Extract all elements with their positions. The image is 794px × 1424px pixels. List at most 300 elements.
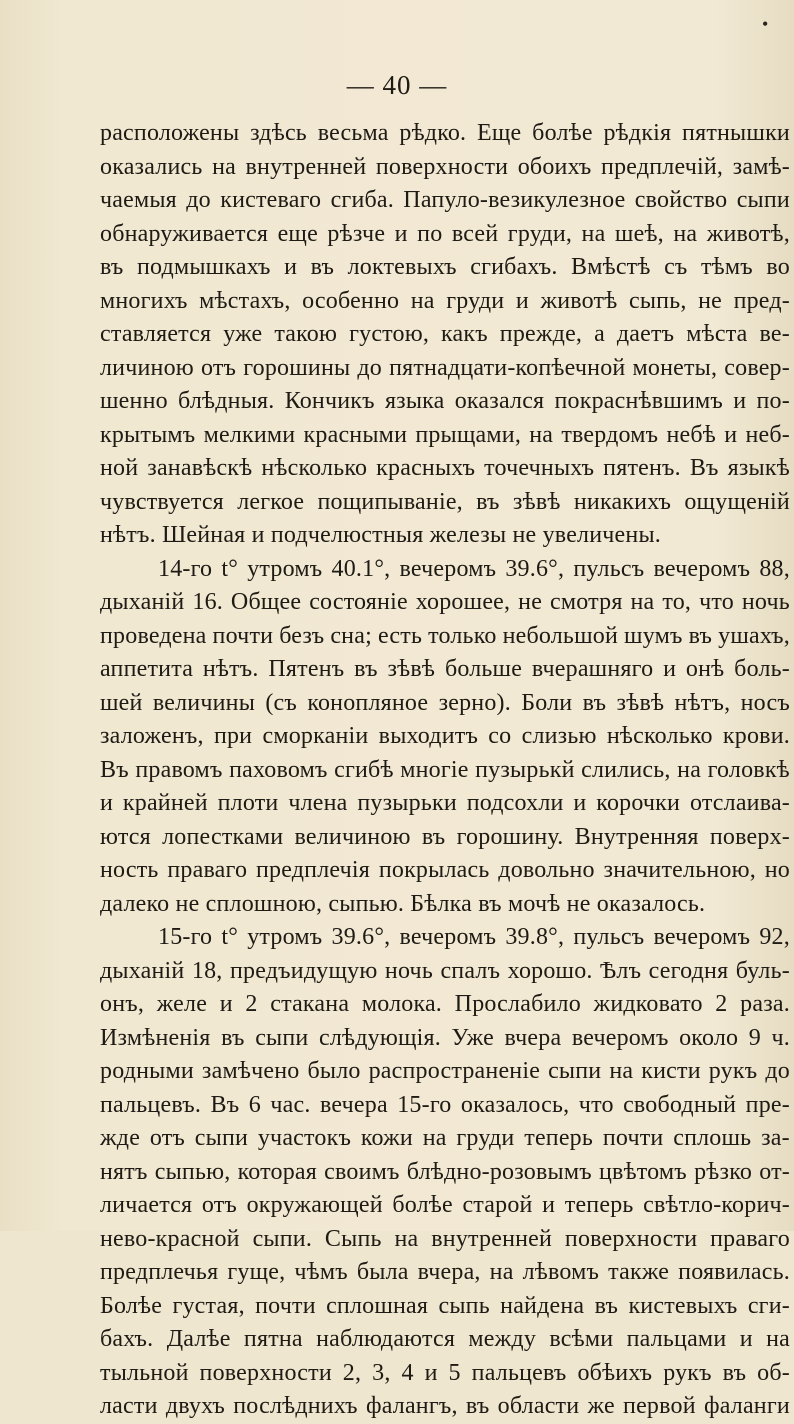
word: жидковато <box>593 991 703 1017</box>
word: состояніе <box>309 589 408 615</box>
word: сыпи <box>548 1058 602 1084</box>
word: особенно <box>302 287 400 314</box>
word: сморканіи <box>262 723 369 749</box>
word: утромъ <box>247 555 323 582</box>
word: языкѣ <box>727 455 790 481</box>
word: пальцами <box>626 1326 727 1352</box>
word: и <box>739 1326 753 1352</box>
word: на <box>394 1225 419 1252</box>
word: было <box>307 1058 361 1084</box>
word: желе <box>156 991 208 1017</box>
word: нево-красной <box>100 1225 240 1252</box>
word: въ <box>594 1292 619 1319</box>
text-line <box>100 117 790 151</box>
word: въ <box>100 254 124 280</box>
word: корочки <box>596 790 681 816</box>
word: до <box>186 187 211 213</box>
word: вечеромъ <box>399 924 497 950</box>
word: первой <box>623 1393 696 1419</box>
word: окружающей <box>246 1192 383 1218</box>
word: вчерашняго <box>531 656 654 682</box>
word: Въ <box>100 756 129 783</box>
word: тыльной <box>100 1359 189 1386</box>
word: и <box>284 254 298 280</box>
word: хорошо. <box>507 957 593 984</box>
text-line <box>100 1223 790 1257</box>
word: болѣе <box>392 1192 453 1218</box>
word: предплечья <box>100 1259 219 1285</box>
word: рѣдкія <box>603 120 672 146</box>
word: сплошь <box>673 1125 752 1151</box>
word: теперь <box>524 1125 594 1151</box>
word: на <box>212 153 236 180</box>
word: весьма <box>317 120 389 146</box>
word: въ <box>722 1359 747 1386</box>
word: не <box>566 890 597 917</box>
word: спалъ <box>440 957 501 984</box>
word: старой <box>462 1192 533 1218</box>
word: участокъ <box>257 1125 352 1151</box>
word: сыпи <box>736 187 790 213</box>
word: родными <box>100 1058 194 1084</box>
word: пятна <box>243 1326 303 1352</box>
word: боль- <box>734 656 790 682</box>
word: 15-го <box>158 924 213 950</box>
word: свойство <box>634 187 728 213</box>
word: послѣднихъ <box>233 1393 358 1419</box>
word: оказалось. <box>596 890 706 917</box>
word: неб- <box>745 421 790 448</box>
word: зерно). <box>438 689 511 716</box>
word: Въ <box>689 455 719 481</box>
text-line <box>100 553 790 587</box>
word: пузырьки <box>357 790 457 816</box>
word: ночь <box>384 957 433 984</box>
word: шей <box>100 689 143 716</box>
word: многихъ <box>100 287 188 314</box>
text-line <box>100 720 790 754</box>
text-line <box>100 519 790 553</box>
word: блѣдныя. <box>178 388 275 414</box>
word: даетъ <box>616 321 675 347</box>
word: не <box>512 522 543 548</box>
word: свѣтло-корич- <box>643 1192 790 1218</box>
word: но <box>764 857 790 883</box>
word: ночь <box>741 589 790 615</box>
word: Внутренняя <box>574 823 699 850</box>
word: значительною, <box>603 857 756 883</box>
word: чѣмъ <box>294 1259 348 1285</box>
word: Боли <box>521 689 573 716</box>
word: и <box>663 656 677 682</box>
word: на <box>581 220 606 247</box>
word: поверхности <box>375 153 509 180</box>
text-line <box>100 151 790 185</box>
word: 39.6°, <box>505 555 565 582</box>
word: сыпи <box>194 1125 249 1151</box>
word: шумъ <box>624 622 683 649</box>
word: что <box>578 1091 614 1118</box>
word: отъ <box>149 1125 186 1151</box>
text-line <box>100 955 790 989</box>
word: слизью <box>521 723 597 749</box>
word: заложенъ, <box>100 723 204 749</box>
word: въ <box>478 890 508 917</box>
word: горошины <box>243 354 351 381</box>
text-line <box>100 988 790 1022</box>
word: шеѣ, <box>614 220 664 247</box>
word: аппетита <box>100 656 194 682</box>
word: обнаруживается <box>100 220 269 247</box>
word: величиною <box>294 823 411 850</box>
word: легкое <box>237 488 305 515</box>
word: также <box>608 1259 670 1285</box>
text-line <box>100 1022 790 1056</box>
word: далеко <box>100 890 176 917</box>
word: уже <box>223 321 263 347</box>
word: по <box>417 220 443 247</box>
word: сгибахъ. <box>470 254 558 280</box>
word: на <box>422 1125 447 1151</box>
word: съ <box>664 254 688 280</box>
word: и <box>424 1359 438 1386</box>
word: распространеніе <box>368 1058 541 1084</box>
word: пред- <box>733 287 790 314</box>
text-line <box>100 620 790 654</box>
word: пятнадцати-копѣечной <box>389 354 626 381</box>
word: въ <box>221 1024 245 1051</box>
word: на <box>766 1326 790 1352</box>
word: головкѣ <box>707 756 790 783</box>
word: рукъ <box>663 1359 712 1386</box>
word: праваго <box>710 1225 790 1252</box>
text-line <box>100 352 790 386</box>
word: со <box>488 723 512 749</box>
word: между <box>468 1326 537 1352</box>
word: покрылась <box>378 857 490 883</box>
word: появилась. <box>678 1259 790 1285</box>
word: 39.6°, <box>331 924 391 950</box>
word: 39.8°, <box>505 924 565 950</box>
word: замѣ- <box>732 153 790 180</box>
word: сна; <box>330 622 372 649</box>
word: сгиба. <box>330 187 394 213</box>
word: густая, <box>172 1292 245 1319</box>
word: кистеваго <box>220 187 322 213</box>
word: сплошною, <box>205 890 329 917</box>
word: густою, <box>349 321 430 347</box>
word: цвѣтомъ <box>599 1158 687 1185</box>
word: свободный <box>623 1091 737 1118</box>
word: какъ <box>441 321 488 347</box>
text-line <box>100 1055 790 1089</box>
word: нятъ <box>100 1158 148 1185</box>
word: Общее <box>230 589 302 615</box>
word: ставляется <box>100 321 212 347</box>
word: животѣ, <box>706 220 790 247</box>
word: буль- <box>735 957 790 984</box>
word: ной <box>100 455 139 481</box>
word: безъ <box>279 622 325 649</box>
word: на <box>529 421 554 448</box>
word: своимъ <box>324 1158 400 1185</box>
word: вечеромъ <box>571 1024 669 1051</box>
word: предъидущую <box>229 957 378 984</box>
word: утромъ <box>247 924 323 950</box>
word: Еще <box>477 120 522 146</box>
word: животѣ <box>540 287 618 314</box>
text-line <box>100 1357 790 1391</box>
word: пульсъ <box>573 555 645 582</box>
word: личается <box>100 1192 193 1218</box>
word: чувствуется <box>100 488 224 515</box>
text-line <box>100 452 790 486</box>
word: плоти <box>217 790 279 816</box>
word: увеличены. <box>542 522 661 548</box>
word: ушахъ, <box>718 622 790 649</box>
word: монеты, <box>632 354 718 381</box>
word: фаланги <box>703 1393 790 1419</box>
word: сплошная <box>326 1292 429 1319</box>
text-line <box>100 184 790 218</box>
word: раза. <box>740 991 790 1017</box>
word: Ѣлъ <box>600 957 642 984</box>
word: на <box>489 1259 514 1285</box>
word: еще <box>277 220 318 247</box>
word: конопляное <box>307 689 429 716</box>
word: подсохли <box>466 790 564 816</box>
word: пальцевъ. <box>100 1091 202 1118</box>
word: красныхъ <box>376 455 476 481</box>
word: вчера, <box>417 1259 481 1285</box>
word: 2 <box>715 991 728 1017</box>
word: пальцевъ <box>471 1359 567 1386</box>
word: фалангъ, <box>365 1393 458 1419</box>
word: праваго <box>167 857 248 883</box>
word: вечера <box>319 1091 388 1118</box>
text-line <box>100 586 790 620</box>
word: 14-го <box>158 555 213 582</box>
word: которая <box>237 1158 317 1185</box>
word: сгибѣ <box>334 756 394 783</box>
word: 15-го <box>397 1091 452 1118</box>
word: 16. <box>192 589 223 615</box>
word: Уже <box>451 1024 494 1051</box>
word: пятенъ. <box>603 455 681 481</box>
word: Папуло-везикулезное <box>403 187 626 213</box>
word: предплечій, <box>601 153 724 180</box>
word: внутренней <box>431 1225 553 1252</box>
word: почти <box>212 622 274 649</box>
word: ч. <box>771 1024 790 1051</box>
word: и <box>515 287 529 314</box>
word: нѣтъ, <box>674 689 731 716</box>
word: поверхности <box>199 1359 332 1386</box>
word: кожи <box>360 1125 413 1151</box>
text-line <box>100 1323 790 1357</box>
word: сыпь, <box>628 287 687 314</box>
word: зѣвѣ <box>512 488 561 515</box>
word: личиною <box>100 354 194 381</box>
word: отъ <box>201 1192 238 1218</box>
text-line <box>100 1290 790 1324</box>
word: поверх- <box>709 823 790 850</box>
word: смотря <box>550 589 623 615</box>
word: въ <box>421 823 446 850</box>
word: слились, <box>581 756 671 783</box>
word: сги- <box>747 1292 790 1319</box>
word: сыпь <box>438 1292 490 1319</box>
word: дыханій <box>100 957 185 984</box>
word: покраснѣвшимъ <box>554 388 724 414</box>
word: гуще, <box>227 1259 286 1285</box>
word: пульсъ <box>573 924 645 950</box>
word: 88, <box>759 555 790 582</box>
word: шенно <box>100 388 168 414</box>
word: рѣдко. <box>399 120 467 146</box>
word: оказалось, <box>460 1091 570 1118</box>
text-line <box>100 821 790 855</box>
word: пятнышки <box>682 120 790 146</box>
word: пузырькй <box>475 756 575 783</box>
word: при <box>213 723 253 749</box>
word: крытымъ <box>100 421 196 448</box>
word: на <box>609 1058 634 1084</box>
word: въ <box>465 1393 490 1419</box>
text-line <box>100 285 790 319</box>
word: въ <box>688 622 713 649</box>
word: 3, <box>372 1359 391 1386</box>
word: груди, <box>507 220 573 247</box>
word: блѣдно-розовымъ <box>406 1158 592 1185</box>
page-number: — 40 — <box>346 70 448 100</box>
word: наблюдаются <box>316 1326 456 1352</box>
word: крайней <box>122 790 208 816</box>
word: а <box>594 321 605 347</box>
text-line <box>100 1122 790 1156</box>
word: зѣвѣ <box>387 656 436 682</box>
word: почти <box>602 1125 664 1151</box>
text-line <box>100 251 790 285</box>
word: зѣвѣ <box>616 689 665 716</box>
word: об- <box>757 1359 790 1386</box>
text-line <box>100 218 790 252</box>
word: въ <box>354 656 378 682</box>
word: Болѣе <box>100 1292 163 1319</box>
word: всѣми <box>549 1326 614 1352</box>
word: оказались <box>100 153 203 180</box>
word: теперь <box>564 1192 634 1218</box>
word: величины <box>152 689 256 716</box>
word: на <box>673 220 698 247</box>
word: расположены <box>100 120 240 146</box>
word: онѣ <box>685 656 725 682</box>
word: до <box>765 1058 790 1084</box>
word: 2 <box>245 991 258 1017</box>
word: 5 <box>448 1359 461 1386</box>
word: вечеромъ <box>653 924 751 950</box>
word: Вмѣстѣ <box>571 254 651 280</box>
word: молока. <box>361 991 443 1017</box>
word: 18, <box>191 957 223 984</box>
word: и <box>219 991 233 1017</box>
word: отъ <box>200 354 237 381</box>
word: всей <box>451 220 499 247</box>
word: лѣвомъ <box>522 1259 600 1285</box>
word: больше <box>444 656 523 682</box>
word: стакана <box>270 991 350 1017</box>
word: рѣзко <box>694 1158 753 1185</box>
text-line <box>100 687 790 721</box>
text-line <box>100 888 790 922</box>
word: нѣсколько <box>261 455 368 481</box>
text-line <box>100 787 790 821</box>
word: Сыпь <box>324 1225 382 1252</box>
word: груди <box>456 1125 515 1151</box>
word: по- <box>756 388 790 414</box>
text-line <box>100 486 790 520</box>
word: от- <box>759 1158 790 1185</box>
word: никакихъ <box>573 488 672 515</box>
word: отслаива- <box>689 790 790 816</box>
word: 2, <box>342 1359 362 1386</box>
word: сыпи <box>255 1024 309 1051</box>
word: въ <box>582 689 607 716</box>
word: же <box>587 1393 615 1419</box>
word: Кончикъ <box>284 388 375 414</box>
body-text <box>100 117 790 1424</box>
word: на <box>677 756 702 783</box>
word: около <box>679 1024 739 1051</box>
word: вечеромъ <box>653 555 751 582</box>
word: нѣтъ. <box>100 522 162 548</box>
word: красными <box>303 421 408 448</box>
word: члена <box>288 790 348 816</box>
word: не <box>698 287 723 314</box>
word: и <box>733 388 747 414</box>
text-line <box>100 854 790 888</box>
word: нѣсколько <box>606 723 713 749</box>
word: небольшой <box>502 622 618 649</box>
word: точечныхъ <box>484 455 595 481</box>
word: ве- <box>759 321 790 347</box>
word: правомъ <box>135 756 223 783</box>
text-line <box>100 318 790 352</box>
word: кисти <box>641 1058 701 1084</box>
text-line <box>100 653 790 687</box>
word: во <box>766 254 790 280</box>
word: груди <box>446 287 505 314</box>
word: вечеромъ <box>399 555 497 582</box>
word: мѣстахъ, <box>199 287 291 314</box>
word: носъ <box>740 689 790 716</box>
word: рукъ <box>708 1058 758 1084</box>
word: час. <box>270 1091 311 1118</box>
edge-mark: • <box>762 14 769 34</box>
word: поверхности <box>564 1225 698 1252</box>
text-line <box>100 1189 790 1223</box>
word: мѣста <box>686 321 748 347</box>
word: до <box>357 354 383 381</box>
word: t° <box>221 924 239 950</box>
word: что <box>699 589 734 615</box>
word: не <box>175 890 206 917</box>
word: ощущеній <box>684 488 790 515</box>
word: такою <box>274 321 338 347</box>
word: замѣчено <box>201 1058 300 1084</box>
word: двухъ <box>165 1393 226 1419</box>
word: жде <box>100 1125 141 1151</box>
